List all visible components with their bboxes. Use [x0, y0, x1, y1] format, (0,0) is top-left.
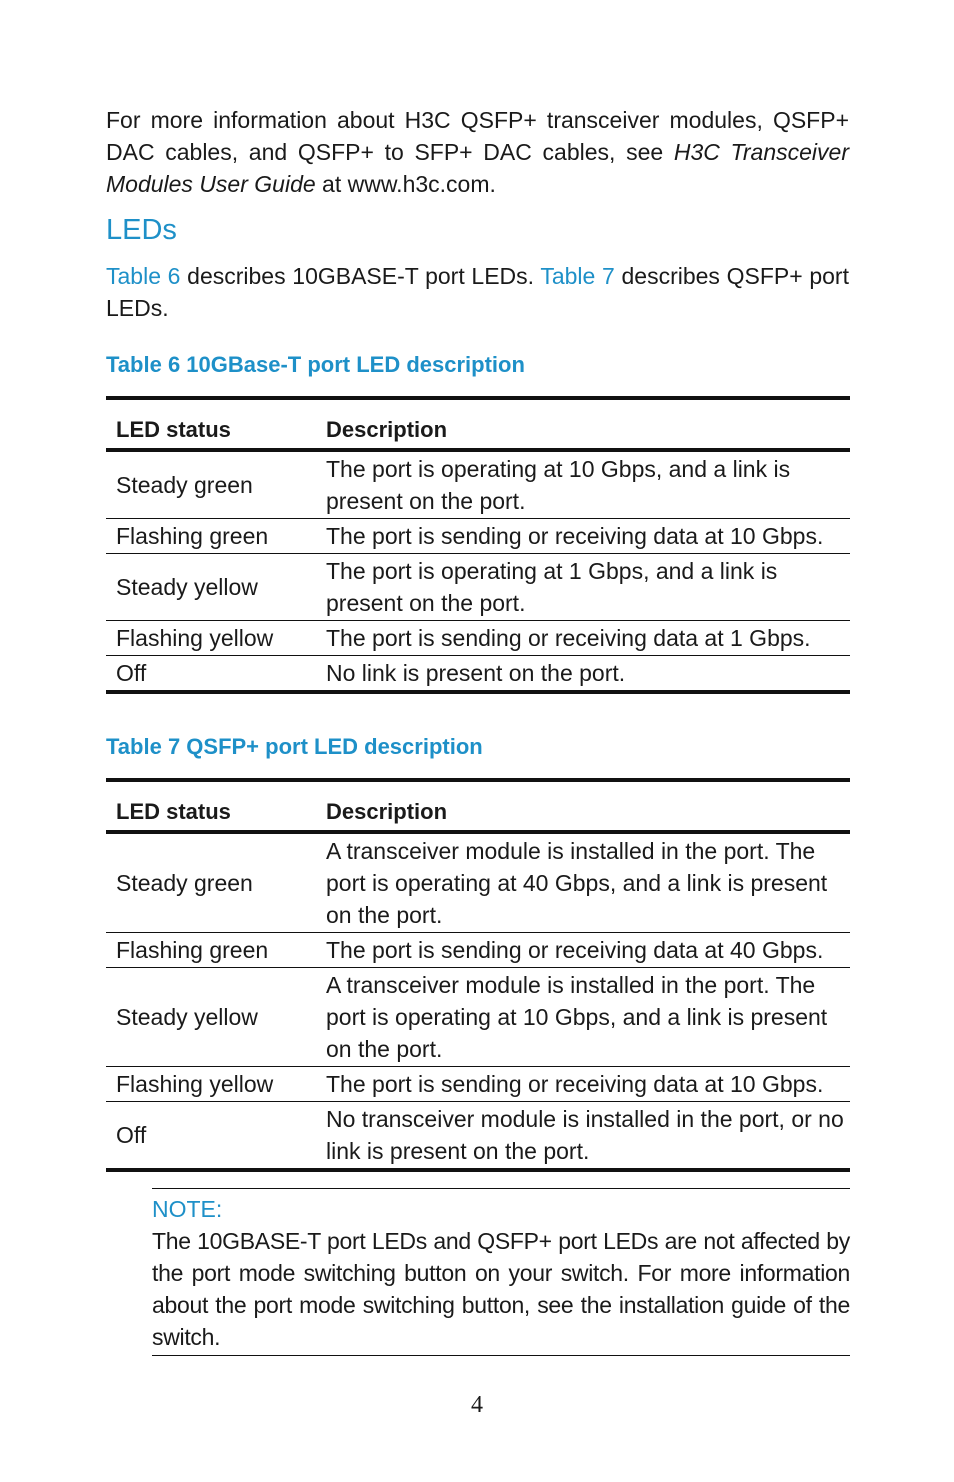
- led-status-cell: Steady green: [116, 472, 253, 498]
- table7: [106, 778, 850, 1172]
- table7-link[interactable]: Table 7: [540, 263, 615, 289]
- led-status-cell: Off: [116, 660, 147, 686]
- table6: [106, 396, 850, 694]
- table-row: [106, 933, 850, 968]
- table6-header-status: LED status: [116, 417, 231, 442]
- led-description-cell: The port is sending or receiving data at 10 Gbps.: [326, 523, 824, 549]
- table6-caption: Table 6 10GBase-T port LED description: [106, 352, 525, 377]
- led-description-cell: The port is operating at 1 Gbps, and a link is present on the port.: [326, 558, 778, 616]
- table6-link[interactable]: Table 6: [106, 263, 181, 289]
- table-row: [106, 1102, 850, 1171]
- table7-caption: Table 7 QSFP+ port LED description: [106, 734, 483, 759]
- led-status-cell: Steady yellow: [116, 1004, 258, 1030]
- intro-text-1: For more information about H3C QSFP+ transceiver modules, QSFP+ DAC cables, and QSFP+ to SFP+ DAC cables, see: [106, 107, 849, 165]
- table6-header-description: Description: [326, 417, 448, 442]
- led-description-cell: The port is sending or receiving data at 40 Gbps.: [326, 937, 824, 963]
- led-description-cell: The port is operating at 10 Gbps, and a link is present on the port.: [326, 456, 791, 514]
- table7-header-description: Description: [326, 799, 448, 824]
- table7-header-status: LED status: [116, 799, 231, 824]
- led-description-cell: The port is sending or receiving data at 10 Gbps.: [326, 1071, 824, 1097]
- led-status-cell: Flashing yellow: [116, 625, 274, 651]
- table-row: [106, 621, 850, 656]
- table-row: [106, 832, 850, 933]
- note-box: [152, 1188, 850, 1356]
- document-page: [106, 104, 849, 1172]
- led-status-cell: Steady green: [116, 870, 253, 896]
- led-description-cell: The port is sending or receiving data at 1 Gbps.: [326, 625, 811, 651]
- led-status-cell: Off: [116, 1122, 147, 1148]
- led-description-cell: A transceiver module is installed in the port. The port is operating at 10 Gbps, and a link is present on the port.: [326, 972, 828, 1062]
- table-row: [106, 1067, 850, 1102]
- section-title: LEDs: [106, 214, 177, 246]
- led-status-cell: Flashing yellow: [116, 1071, 274, 1097]
- table-row: [106, 554, 850, 621]
- table7-header-row: [106, 780, 850, 832]
- table-row: [106, 968, 850, 1067]
- table6-header-row: [106, 398, 850, 450]
- led-description-cell: A transceiver module is installed in the port. The port is operating at 40 Gbps, and a link is present on the port.: [326, 838, 828, 928]
- leds-text-2: describes QSFP+ port LEDs.: [106, 263, 849, 321]
- intro-text-2: at www.h3c.com.: [315, 171, 496, 197]
- leds-text-1: describes 10GBASE-T port LEDs.: [180, 263, 541, 289]
- led-status-cell: Flashing green: [116, 937, 269, 963]
- intro-paragraph: [106, 104, 849, 200]
- led-status-cell: Steady yellow: [116, 574, 258, 600]
- table-row: [106, 656, 850, 693]
- led-description-cell: No link is present on the port.: [326, 660, 626, 686]
- led-description-cell: No transceiver module is installed in the port, or no link is present on the port.: [326, 1106, 844, 1164]
- leds-paragraph: [106, 260, 849, 324]
- guide-title: H3C Transceiver Modules User Guide: [106, 139, 849, 197]
- note-body: The 10GBASE-T port LEDs and QSFP+ port LEDs are not affected by the port mode switching button on your switch. For more information about the port mode switching button, see the installation guide of the switch.: [152, 1228, 850, 1350]
- note-title: NOTE:: [152, 1196, 223, 1222]
- page-number: 4: [471, 1392, 483, 1418]
- led-status-cell: Flashing green: [116, 523, 269, 549]
- table-row: [106, 519, 850, 554]
- table-row: [106, 450, 850, 519]
